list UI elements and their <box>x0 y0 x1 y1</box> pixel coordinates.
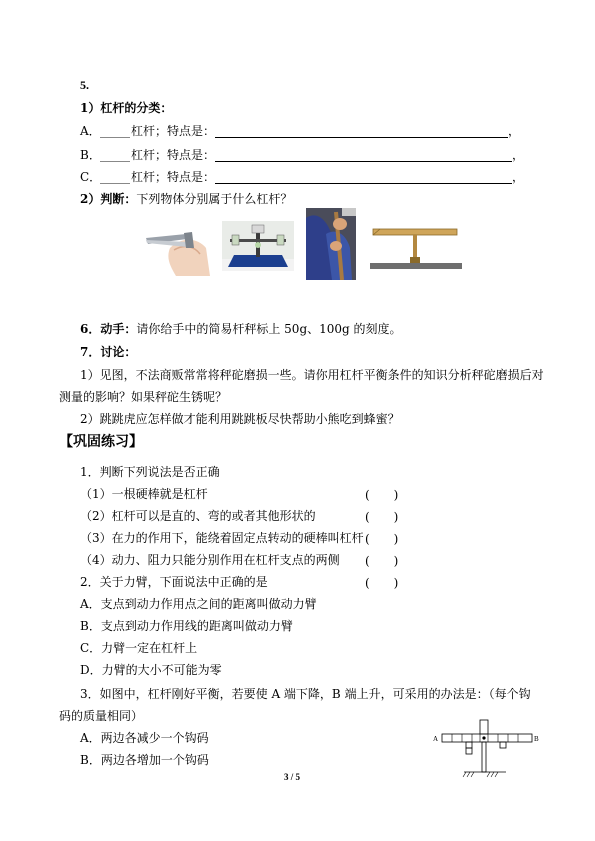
practice-q2: 2．关于力臂，下面说法中正确的是 <box>80 575 268 589</box>
practice-q3-option-a: A．两边各减少一个钩码 <box>80 731 209 745</box>
q7-label: 7．讨论： <box>80 345 137 359</box>
balance-apparatus-photo <box>222 221 294 271</box>
practice-q1-item-4: （4）动力、阻力只能分别作用在杠杆支点的两侧 <box>80 553 340 567</box>
q5-option-a-blank: _____ <box>100 124 130 138</box>
practice-q1-item-3: （3）在力的作用下，能绕着固定点转动的硬棒叫杠杆 <box>80 531 364 545</box>
seesaw-figure <box>370 223 462 271</box>
practice-q1-answer-2: ( ) <box>365 510 399 524</box>
practice-q3-option-b: B．两边各增加一个钩码 <box>80 753 209 767</box>
q5-option-c-label: 杠杆；特点是： <box>131 170 216 184</box>
lever-diagram <box>430 718 542 782</box>
q5-sub2-text: 下列物体分别属于什么杠杆？ <box>136 192 293 206</box>
q5-option-c-letter: C． <box>80 170 102 184</box>
practice-q3-line2: 码的质量相同） <box>59 709 144 723</box>
q5-option-b-label: 杠杆；特点是： <box>131 148 216 162</box>
q5-option-a-answer-line <box>215 137 508 138</box>
q5-option-c-blank: _____ <box>100 170 130 184</box>
q5-option-c-end: ， <box>512 170 525 184</box>
practice-q2-option-c: C．力臂一定在杠杆上 <box>80 641 198 655</box>
q5-sub2-label: 2）判断： <box>80 192 137 206</box>
practice-q1-item-2: （2）杠杆可以是直的、弯的或者其他形状的 <box>80 509 316 523</box>
practice-heading: 【巩固练习】 <box>59 434 143 450</box>
q5-option-b-end: ， <box>512 148 525 162</box>
practice-q2-answer: ( ) <box>365 576 399 590</box>
q5-option-c-answer-line <box>215 183 512 184</box>
lever-label-b: B <box>534 735 539 743</box>
q5-number: 5. <box>80 78 89 92</box>
practice-q1-answer-3: ( ) <box>365 532 399 546</box>
q7-item1-line1: 1）见图，不法商贩常常将秤砣磨损一些。请你用杠杆平衡条件的知识分析秤砣磨损后对 <box>80 368 544 382</box>
practice-q3-line1: 3．如图中，杠杆刚好平衡，若要使 A 端下降，B 端上升，可采用的办法是：（每个钩 <box>80 687 531 701</box>
practice-q2-option-b: B．支点到动力作用线的距离叫做动力臂 <box>80 619 293 633</box>
q5-option-a-end: ， <box>508 124 521 138</box>
practice-q2-option-a: A．支点到动力作用点之间的距离叫做动力臂 <box>80 597 317 611</box>
q5-option-a-label: 杠杆；特点是： <box>131 124 216 138</box>
person-lever-photo <box>306 208 356 280</box>
practice-q1-item-1: （1）一根硬棒就是杠杆 <box>80 487 208 501</box>
practice-q1: 1．判断下列说法是否正确 <box>80 465 220 479</box>
lever-label-a: A <box>433 735 439 743</box>
practice-q1-answer-1: ( ) <box>365 488 399 502</box>
q5-option-b-answer-line <box>215 161 512 162</box>
page-number: 3 / 5 <box>284 772 301 782</box>
q5-option-b-letter: B． <box>80 148 101 162</box>
q6-label: 6．动手： <box>80 322 137 336</box>
q5-option-a-letter: A． <box>80 124 101 138</box>
practice-q2-option-d: D．力臂的大小不可能为零 <box>80 663 222 677</box>
q6-text: 请你给手中的简易杆秤标上 50g、100g 的刻度。 <box>136 322 402 336</box>
practice-q1-answer-4: ( ) <box>365 554 399 568</box>
tweezers-photo <box>140 218 212 276</box>
q7-item2: 2）跳跳虎应怎样做才能利用跳跳板尽快帮助小熊吃到蜂蜜？ <box>80 412 400 426</box>
q5-option-b-blank: _____ <box>100 148 130 162</box>
q5-sub1: 1）杠杆的分类： <box>80 101 173 115</box>
q7-item1-line2: 测量的影响？如果秤砣生锈呢？ <box>59 390 228 404</box>
